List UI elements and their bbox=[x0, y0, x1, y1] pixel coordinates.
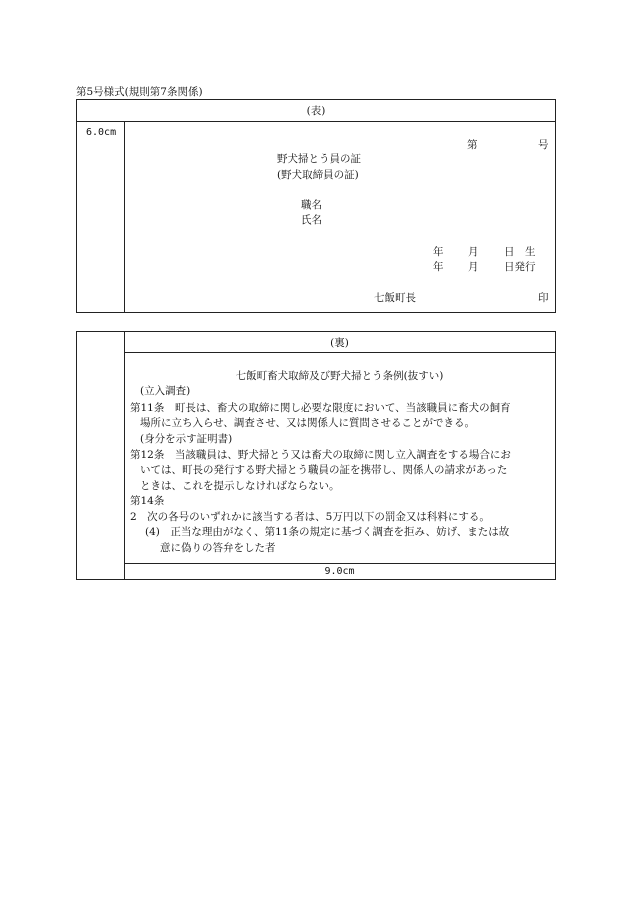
birth-day: 日 生 bbox=[504, 246, 536, 258]
article-14-item-4-line-1: (4) 正当な理由がなく、第11条の規定に基づく調査を拒み、妨げ、または故 bbox=[145, 526, 510, 538]
card-title: 野犬掃とう員の証 bbox=[277, 153, 361, 165]
issue-month: 月 bbox=[468, 261, 479, 273]
position-label: 職名 bbox=[301, 199, 322, 211]
page-heading: 第5号様式(規則第7条関係) bbox=[76, 86, 203, 98]
name-label: 氏名 bbox=[301, 214, 322, 226]
front-header-divider bbox=[77, 121, 555, 122]
birth-month: 月 bbox=[468, 246, 479, 258]
back-footer-divider bbox=[124, 563, 555, 564]
front-header: (表) bbox=[306, 105, 326, 117]
article-11-line-2: 場所に立ち入らせ、調査させ、又は関係人に質問させることができる。 bbox=[140, 417, 476, 429]
front-width-label: 6.0cm bbox=[86, 127, 117, 138]
number-suffix: 号 bbox=[538, 139, 549, 151]
article-14-paragraph-2: 2 次の各号のいずれかに該当する者は、5万円以下の罰金又は科料にする。 bbox=[130, 511, 490, 523]
ordinance-title: 七飯町畜犬取締及び野犬掃とう条例(抜すい) bbox=[235, 370, 444, 382]
article-12-line-3: ときは、これを提示しなければならない。 bbox=[140, 480, 340, 492]
article-12-line-2: いては、町長の発行する野犬掃とう職員の証を携帯し、関係人の請求があった bbox=[140, 464, 508, 476]
front-column-divider bbox=[124, 121, 125, 312]
card-subtitle: (野犬取締員の証) bbox=[277, 169, 359, 181]
seal-label: 印 bbox=[538, 292, 549, 304]
article-12-line-1: 第12条 当該職員は、野犬掃とう又は畜犬の取締に関し立入調査をする場合にお bbox=[130, 449, 511, 461]
issue-year: 年 bbox=[433, 261, 444, 273]
back-header: (裏) bbox=[330, 337, 349, 349]
issue-day: 日発行 bbox=[504, 261, 536, 273]
back-header-divider bbox=[124, 352, 555, 353]
article-11-line-1: 第11条 町長は、畜犬の取締に関し必要な限度において、当該職員に畜犬の飼育 bbox=[130, 402, 511, 414]
birth-year: 年 bbox=[433, 246, 444, 258]
number-prefix: 第 bbox=[467, 139, 478, 151]
section-heading-id: (身分を示す証明書) bbox=[140, 433, 233, 445]
mayor-label: 七飯町長 bbox=[374, 292, 416, 304]
article-14-heading: 第14条 bbox=[130, 495, 165, 507]
back-width-label: 9.0cm bbox=[324, 566, 355, 577]
section-heading-inspection: (立入調査) bbox=[140, 385, 191, 397]
article-14-item-4-line-2: 意に偽りの答弁をした者 bbox=[160, 542, 276, 554]
